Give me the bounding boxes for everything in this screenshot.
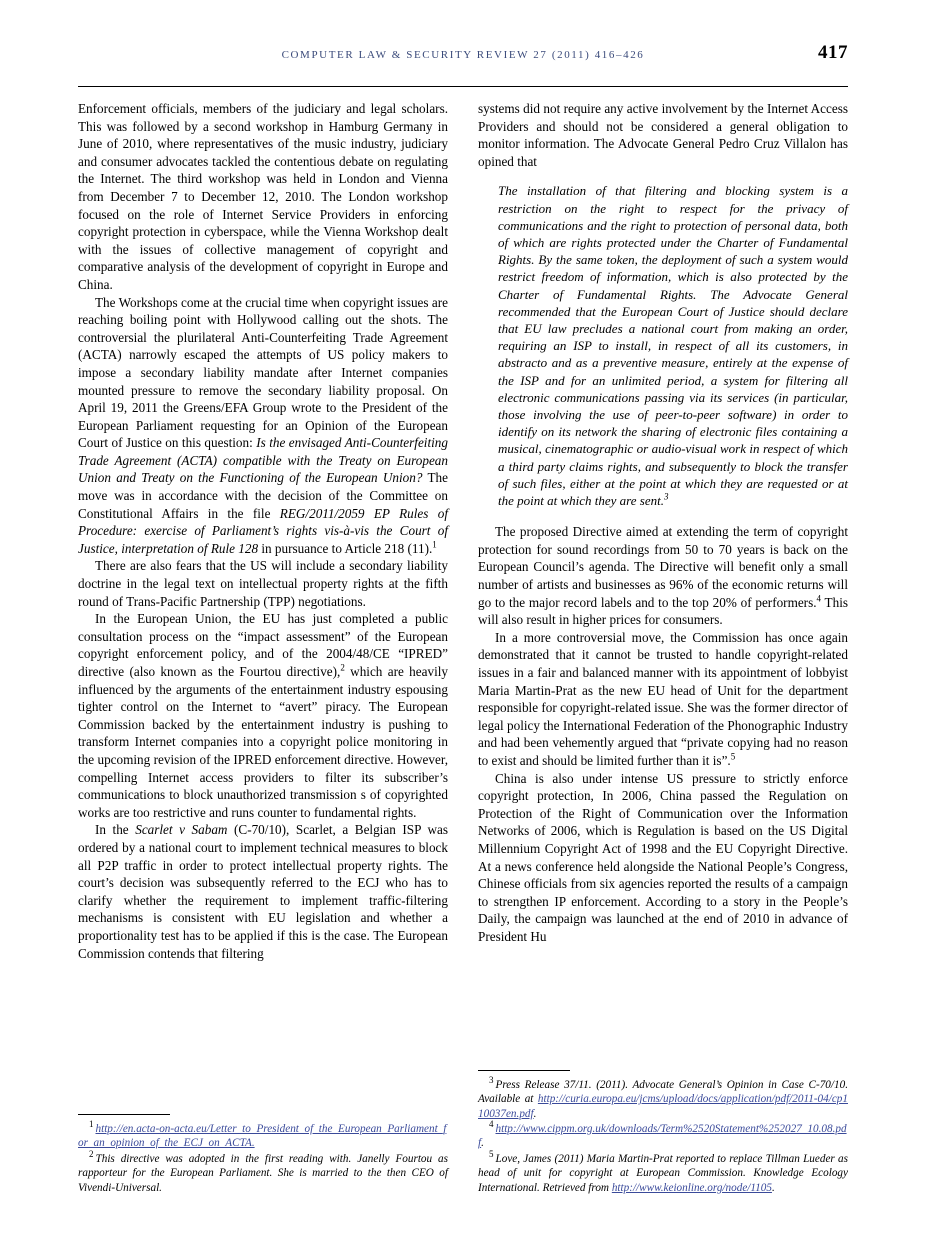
page-header	[78, 42, 848, 80]
footnote	[478, 1075, 848, 1121]
footnote-number: 4	[489, 1119, 494, 1130]
italic-text: REG/2011/2059 EP Rules of Procedure: exercise of Parliament’s rights vis-à-vis the Court of Justice, interpretation of Rule 128	[78, 505, 448, 556]
footnote-number: 5	[489, 1149, 494, 1160]
text-run: .	[771, 1181, 775, 1194]
footnote-reference[interactable]: 5	[730, 751, 736, 762]
footnote-divider	[78, 1114, 170, 1115]
body-paragraph	[78, 610, 448, 821]
body-paragraph	[478, 629, 848, 770]
body-paragraph	[478, 100, 848, 170]
journal-citation-line: COMPUTER LAW & SECURITY REVIEW 27 (2011) 416–426	[281, 49, 645, 61]
external-link[interactable]: http://www.cippm.org.uk/downloads/Term%2520Statement%252027_10.08.pdf	[478, 1122, 847, 1150]
text-run: systems did not require any active involvement by the Internet Access Providers and should not be considered a general obligation to monitor information. The Advocate General Pedro Cruz Villalon has opined that	[478, 101, 848, 169]
body-paragraph	[478, 770, 848, 946]
text-run: This will also result in higher prices for consumers.	[478, 594, 848, 628]
text-run: In the	[95, 822, 136, 838]
body-paragraph	[478, 523, 848, 629]
external-link[interactable]: http://curia.europa.eu/jcms/upload/docs/application/pdf/2011-04/cp110037en.pdf	[478, 1093, 848, 1120]
footnote-number: 3	[489, 1075, 494, 1086]
external-link[interactable]: http://www.keionline.org/node/1105	[611, 1181, 772, 1194]
text-run: In a more controversial move, the Commission has once again demonstrated that it cannot be trusted to handle copyright-related issues in a fair and balanced manner with its appointment of lobbyist Maria Martin-Prat as the new EU head of Unit for the department responsible for copyright-related issue. She was the former director of legal policy the International Federation of the Phonographic Industry and had been vehemently argued that “private copying had no reason to exist and should be limited further than it is”.	[478, 629, 848, 768]
left-footnotes	[78, 1114, 448, 1196]
block-quote-text	[498, 182, 848, 509]
text-run: in pursuance to Article 218 (11).	[258, 540, 433, 556]
external-link[interactable]: http://en.acta-on-acta.eu/Letter_to_President_of_the_European_Parliament_for_an_opinion_of_the_ECJ_on_ACTA.	[78, 1122, 447, 1150]
left-column	[78, 100, 448, 962]
footnote-reference[interactable]: 1	[432, 539, 437, 550]
spacer	[478, 509, 848, 523]
footnote	[78, 1119, 448, 1151]
text-run: In the European Union, the EU has just completed a public consultation process on the “impact assessment” of the European copyright enforcement policy, and of the 2004/48/CE “IPRED” directive (also known as the Fourtou directive),	[78, 611, 448, 679]
text-run: This directive was adopted in the first reading with. Janelly Fourtou as rapporteur for the European Parliament. She is married to the then CEO of Vivendi-Universal.	[78, 1152, 448, 1194]
text-run: Enforcement officials, members of the judiciary and legal scholars. This was followed by a second workshop in Hamburg Germany in June of 2010, where representatives of the music industry, judiciary and consumer advocates tackled the contentious debate on regulating the Internet. The third workshop was held in London and Vienna from December 7 to December 12, 2010. The London workshop focused on the role of Internet Service Providers in enforcing copyright protection in cyberspace, while the Vienna Workshop dealt with the issues of collective management of copyright and comparative analysis of the development of copyright in Europe and China.	[78, 101, 448, 292]
page-number: 417	[818, 42, 848, 63]
text-run: which are heavily influenced by the arguments of the entertainment industry espousing tighter control on the Internet to “avert” piracy. The European Commission backed by the entertainment industry is pushing to transform Internet companies into a copyright police monitoring in the upcoming revision of the IPRED enforcement directive. However, compelling Internet access providers to filter its subscriber’s communications to block unauthorized transmission s of copyrighted works are too restrictive and runs counter to fundamental rights.	[78, 664, 448, 820]
text-run: Press Release 37/11. (2011). Advocate General’s Opinion in Case C-70/10. Available at	[478, 1078, 848, 1106]
footnote-number: 1	[89, 1119, 94, 1130]
body-paragraph	[78, 821, 448, 962]
footnote-reference[interactable]: 3	[663, 491, 669, 502]
body-paragraph	[78, 100, 448, 294]
footnote-reference[interactable]: 4	[816, 593, 822, 604]
text-run: .	[481, 1137, 484, 1150]
text-run: The proposed Directive aimed at extending the term of copyright protection for sound recordings from 50 to 70 years is back on the European Council’s agenda. The Directive will benefit only a small number of artists and businesses as 96% of the economic returns will go to the major record labels and to the top 20% of performers.	[478, 524, 848, 610]
footnote	[78, 1149, 448, 1195]
text-run: China is also under intense US pressure to strictly enforce copyright protection, In 2006, China passed the Regulation on Protection of the Right of Communication over the Information Networks of 2006, which is Regulation is based on the US Digital Millennium Copyright Act of 1998 and the EU Copyright Directive. At a news conference held alongside the National People’s Congress, Chinese officials from six agencies reported the results of a campaign to strengthen IP enforcement. According to a story in the People’s Daily, the campaign was launched at the end of 2010 in advance of President Hu	[478, 770, 848, 944]
text-run: .	[533, 1107, 537, 1120]
text-run: (C-70/10), Scarlet, a Belgian ISP was ordered by a national court to implement technical measures to block all P2P traffic in order to protect intellectual property rights. The court’s decision was subsequently referred to the ECJ who has to clarify whether the requirement to implement traffic-filtering mechanisms is consistent with EU legislation and whether a proportionality test has to be applied if this is the case. The European Commission contends that filtering	[78, 822, 448, 961]
italic-text: Scarlet v Sabam	[135, 822, 228, 838]
block-quote	[478, 182, 848, 509]
footnote-reference[interactable]: 2	[340, 662, 345, 673]
text-run: The Workshops come at the crucial time when copyright issues are reaching boiling point with Hollywood calling out the shots. The controversial the plurilateral Anti-Counterfeiting Trade Agreement (ACTA) narrowly escaped the attempts of US policy makers to impose a secondary liability mandate after Internet companies mounted pressure to remove the secondary liability proposal. On April 19, 2011 the Greens/EFA Group wrote to the President of the European Parliament requesting for an Opinion of the European Court of Justice on this question:	[78, 294, 448, 451]
right-column	[478, 100, 848, 945]
footnote	[478, 1119, 848, 1151]
body-paragraph	[78, 557, 448, 610]
right-footnotes	[478, 1070, 848, 1196]
italic-text: Is the envisaged Anti-Counterfeiting Trade Agreement (ACTA) compatible with the Treaty on European Union and Treaty on the Functioning of the European Union?	[78, 435, 448, 486]
text-run: There are also fears that the US will include a secondary liability doctrine in the legal text on intellectual property rights at the fifth round of Trans-Pacific Partnership (TPP) negotiations.	[78, 558, 448, 609]
text-run: The installation of that filtering and blocking system is a restriction on the right to respect for the privacy of communications and the right to protection of personal data, both of which are rights protected under the Charter of Fundamental Rights. By the same token, the deployment of such a system would restrict freedom of information, which is also protected by the Charter of Fundamental Rights. The Advocate General recommended that the European Court of Justice should declare that EU law precludes a national court from making an order, requiring an ISP to install, in respect of all its customers, in abstracto and as a preventive measure, entirely at the expense of the ISP and for an unlimited period, a system for filtering all electronic communications passing via its services (in particular, those involving the use of peer-to-peer software) in order to identify on its network the sharing of electronic files containing a musical, cinematographic or audio-visual work in respect of which a third party claims rights, and subsequently to block the transfer of such files, either at the point at which they are requested or at the point at which they are sent.	[498, 183, 848, 509]
footnote-number: 2	[89, 1149, 94, 1160]
footnote-divider	[478, 1070, 570, 1071]
header-divider	[78, 86, 848, 87]
body-paragraph	[78, 294, 448, 558]
text-run: Love, James (2011) Maria Martin-Prat reported to replace Tillman Lueder as head of unit for copyright at European Commission. Knowledge Ecology International. Retrieved from	[478, 1152, 848, 1194]
footnote	[478, 1149, 848, 1195]
text-run: The move was in accordance with the decision of the Committee on Constitutional Affairs in the file	[78, 470, 448, 521]
